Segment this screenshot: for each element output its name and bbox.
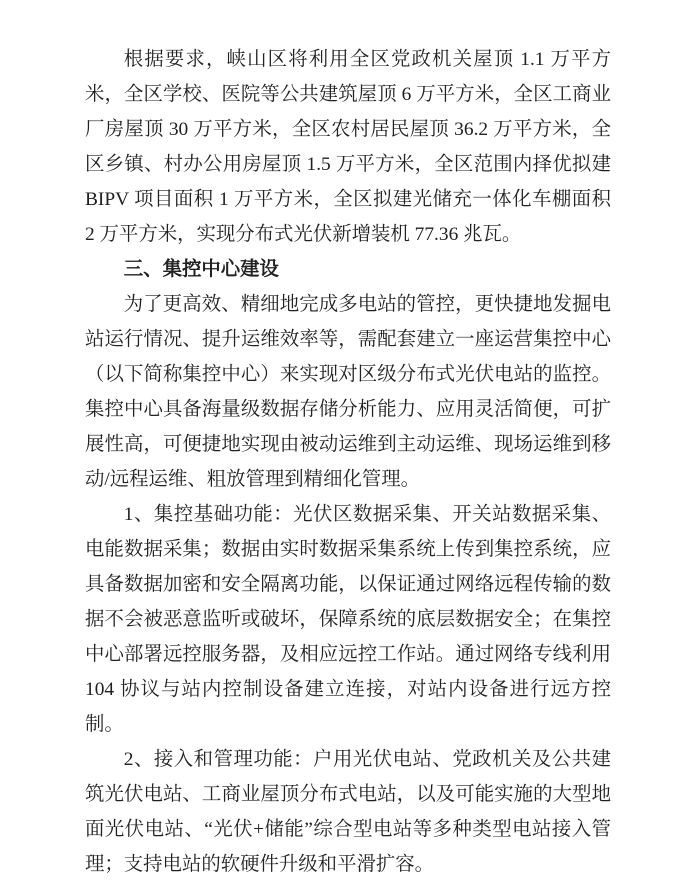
paragraph-pv-rooftop-plan: 根据要求，峡山区将利用全区党政机关屋顶 1.1 万平方米，全区学校、医院等公共建筑屋顶 6 万平方米，全区工商业厂房屋顶 30 万平方米，全区农村居民屋顶 36.2 万平方米，全区乡镇、村办公用房屋顶 1.5 万平方米，全区范围内择优拟建 BIPV 项目面积 1 万平方米，全区拟建光储充一体化车棚面积 2 万平方米，实现分布式光伏新增装机 77.36 兆瓦。 [85,49,611,245]
paragraph-access-management: 2、接入和管理功能：户用光伏电站、党政机关及公共建筑光伏电站、工商业屋顶分布式电站，以及可能实施的大型地面光伏电站、“光伏+储能”综合型电站等多种类型电站接入管理；支持电站的软硬件升级和平滑扩容。 [85,749,611,875]
section-heading-control-center: 三、集控中心建设 [123,259,279,280]
paragraph-control-center-intro: 为了更高效、精细地完成多电站的管控，更快捷地发掘电站运行情况、提升运维效率等，需配套建立一座运营集控中心（以下简称集控中心）来实现对区级分布式光伏电站的监控。集控中心具备海量级数据存储分析能力、应用灵活简便，可扩展性高，可便捷地实现由被动运维到主动运维、现场运维到移动/远程运维、粗放管理到精细化管理。 [85,294,611,490]
paragraph-basic-functions: 1、集控基础功能：光伏区数据采集、开关站数据采集、电能数据采集；数据由实时数据采集系统上传到集控系统，应具备数据加密和安全隔离功能，以保证通过网络远程传输的数据不会被恶意监听或破坏，保障系统的底层数据安全；在集控中心部署远控服务器，及相应远控工作站。通过网络专线利用 104 协议与站内控制设备建立连接，对站内设备进行远方控制。 [85,504,611,735]
